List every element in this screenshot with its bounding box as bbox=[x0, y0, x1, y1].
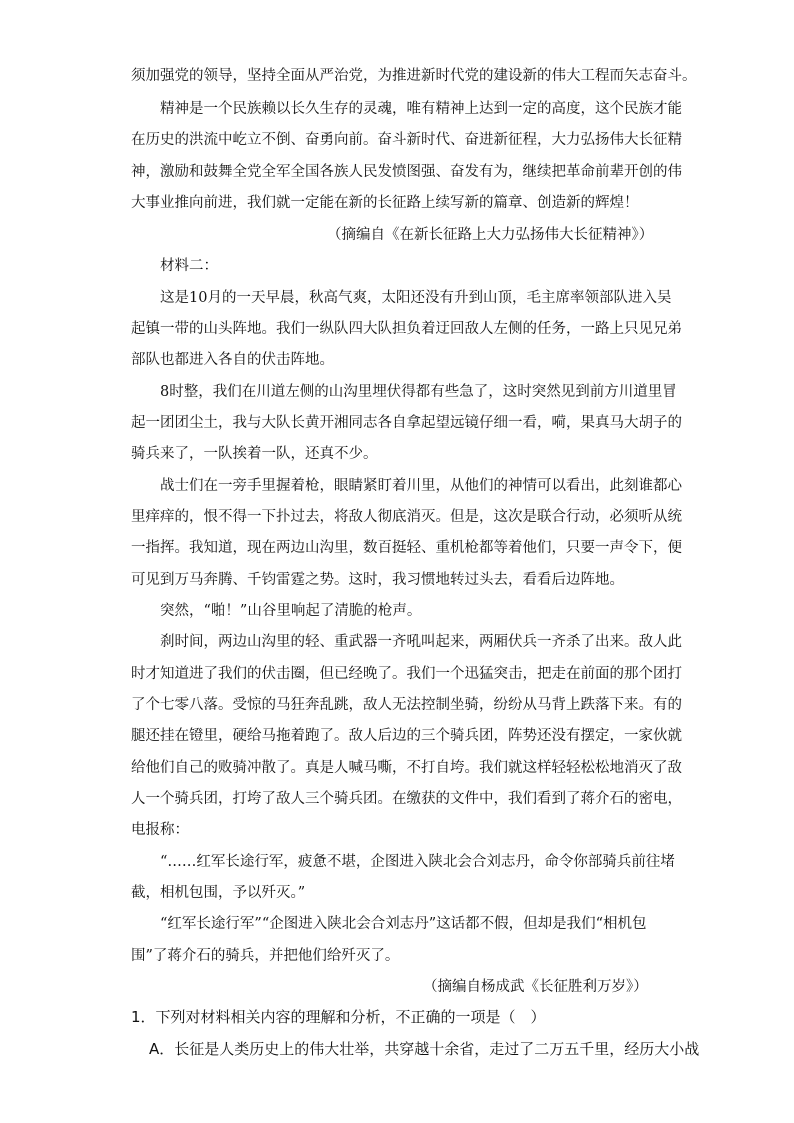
body-line: 这是10月的一天早晨，秋高气爽，太阳还没有升到山顶，毛主席率领部队进入吴 bbox=[160, 290, 672, 306]
body-line: 在历史的洪流中屹立不倒、奋勇向前。奋斗新时代、奋进新征程，大力弘扬伟大长征精 bbox=[131, 132, 682, 148]
body-line: 时才知道进了我们的伏击圈，但已经晚了。我们一个迅猛突击，把走在前面的那个团打 bbox=[131, 666, 682, 682]
material-label: 材料二： bbox=[160, 258, 218, 274]
body-line: 截，相机包围，予以歼灭。” bbox=[131, 885, 306, 901]
body-line: 给他们自己的败骑冲散了。真是人喊马嘶，不打自垮。我们就这样轻轻松松地消灭了敌 bbox=[131, 760, 682, 776]
body-line: 起镇一带的山头阵地。我们一纵队四大队担负着迂回敌人左侧的任务，一路上只见兄弟 bbox=[131, 321, 682, 337]
source-citation: （摘编自《在新长征路上大力弘扬伟大长征精神》） bbox=[327, 227, 654, 243]
body-line: 电报称： bbox=[131, 822, 189, 838]
body-line: 腿还挂在镫里，硬给马拖着跑了。敌人后边的三个骑兵团，阵势还没有摆定，一家伙就 bbox=[131, 728, 682, 744]
option-a: A．长征是人类历史上的伟大壮举，共穿越十余省，走过了二万五千里，经历大小战 bbox=[149, 1040, 700, 1058]
body-line: “红军长途行军”“企图进入陕北会合刘志丹”这话都不假，但却是我们“相机包 bbox=[160, 916, 647, 932]
body-line: 围”了蒋介石的骑兵，并把他们给歼灭了。 bbox=[131, 948, 400, 964]
body-line: 精神是一个民族赖以长久生存的灵魂，唯有精神上达到一定的高度，这个民族才能 bbox=[160, 101, 682, 117]
body-line: 可见到万马奔腾、千钧雷霆之势。这时，我习惯地转过头去，看看后边阵地。 bbox=[131, 572, 624, 588]
body-line: 须加强党的领导，坚持全面从严治党，为推进新时代党的建设新的伟大工程而矢志奋斗。 bbox=[131, 68, 697, 84]
body-line: 了个七零八落。受惊的马狂奔乱跳，敌人无法控制坐骑，纷纷从马背上跌落下来。有的 bbox=[131, 697, 682, 713]
body-line: 骑兵来了，一队挨着一队，还真不少。 bbox=[131, 446, 378, 462]
body-line: 8时整，我们在川道左侧的山沟里埋伏得都有些急了，这时突然见到前方川道里冒 bbox=[160, 384, 677, 400]
body-line: 刹时间，两边山沟里的轻、重武器一齐吼叫起来，两厢伏兵一齐杀了出来。敌人此 bbox=[160, 634, 682, 650]
body-line: 一指挥。我知道，现在两边山沟里，数百挺轻、重机枪都等着他们，只要一声令下，便 bbox=[131, 540, 682, 556]
body-line: 突然，“啪！”山谷里响起了清脆的枪声。 bbox=[160, 603, 422, 619]
body-line: 里痒痒的，恨不得一下扑过去，将敌人彻底消灭。但是，这次是联合行动，必须听从统 bbox=[131, 509, 682, 525]
body-line: 部队也都进入各自的伏击阵地。 bbox=[131, 352, 334, 368]
body-line: 起一团团尘土，我与大队长黄开湘同志各自拿起望远镜仔细一看，嗬，果真马大胡子的 bbox=[131, 415, 682, 431]
body-line: 人一个骑兵团，打垮了敌人三个骑兵团。在缴获的文件中，我们看到了蒋介石的密电， bbox=[131, 791, 682, 807]
source-citation: （摘编自杨成武《长征胜利万岁》） bbox=[423, 979, 648, 995]
body-line: 大事业推向前进，我们就一定能在新的长征路上续写新的篇章、创造新的辉煌！ bbox=[131, 195, 639, 211]
body-line: 战士们在一旁手里握着枪，眼睛紧盯着川里，从他们的神情可以看出，此刻谁都心 bbox=[160, 478, 682, 494]
body-line: 神，激励和鼓舞全党全军全国各族人民发愤图强、奋发有为，继续把革命前辈开创的伟 bbox=[131, 164, 682, 180]
body-line: “……红军长途行军，疲惫不堪，企图进入陕北会合刘志丹，命令你部骑兵前往堵 bbox=[160, 854, 675, 870]
question-stem: 1．下列对材料相关内容的理解和分析，不正确的一项是（ ） bbox=[131, 1008, 546, 1026]
